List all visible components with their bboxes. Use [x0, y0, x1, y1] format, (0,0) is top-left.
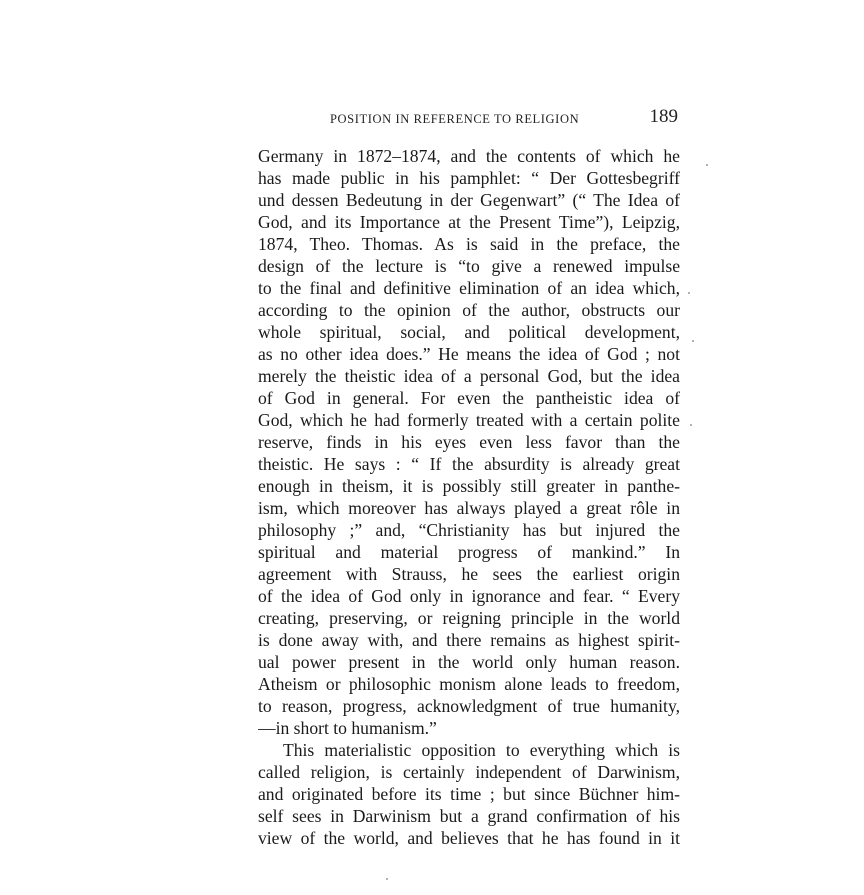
- text-line: theistic. He says : “ If the absurdity is already great: [258, 454, 680, 474]
- scan-speck: [688, 292, 690, 294]
- text-line: und dessen Bedeutung in der Gegenwart” (“ The Idea of: [258, 190, 680, 210]
- text-line: ual power present in the world only human reason.: [258, 652, 680, 672]
- text-line: philosophy ;” and, “Christianity has but injured the: [258, 520, 680, 540]
- text-line: to the final and definitive elimination of an idea which,: [258, 278, 680, 298]
- scan-speck: [692, 340, 694, 342]
- text-line: God, and its Importance at the Present Time”), Leipzig,: [258, 212, 680, 232]
- text-line: called religion, is certainly independent of Darwinism,: [258, 762, 680, 782]
- text-line: merely the theistic idea of a personal God, but the idea: [258, 366, 680, 386]
- text-line: has made public in his pamphlet: “ Der Gottesbegriff: [258, 168, 680, 188]
- text-line: 1874, Theo. Thomas. As is said in the preface, the: [258, 234, 680, 254]
- text-line: God, which he had formerly treated with a certain polite: [258, 410, 680, 430]
- scan-speck: [690, 424, 692, 426]
- paragraph-end-line: —in short to humanism.”: [258, 718, 437, 738]
- text-line: enough in theism, it is possibly still greater in panthe-: [258, 476, 680, 496]
- text-line: is done away with, and there remains as highest spirit-: [258, 630, 680, 650]
- running-head: [258, 106, 680, 132]
- text-line: of the idea of God only in ignorance and fear. “ Every: [258, 586, 680, 606]
- text-line: view of the world, and believes that he has found in it: [258, 828, 680, 848]
- scan-speck: [706, 164, 708, 166]
- text-line: design of the lecture is “to give a renewed impulse: [258, 256, 680, 276]
- text-line: ism, which moreover has always played a great rôle in: [258, 498, 680, 518]
- text-line: agreement with Strauss, he sees the earliest origin: [258, 564, 680, 584]
- text-line: Atheism or philosophic monism alone leads to freedom,: [258, 674, 680, 694]
- text-line: according to the opinion of the author, obstructs our: [258, 300, 680, 320]
- page-number: 189: [649, 106, 678, 127]
- text-line: spiritual and material progress of mankind.” In: [258, 542, 680, 562]
- text-line: creating, preserving, or reigning principle in the world: [258, 608, 680, 628]
- text-line: and originated before its time ; but since Büchner him-: [258, 784, 680, 804]
- text-line: reserve, finds in his eyes even less favor than the: [258, 432, 680, 452]
- text-line: as no other idea does.” He means the idea of God ; not: [258, 344, 680, 364]
- text-line: Germany in 1872–1874, and the contents of which he: [258, 146, 680, 166]
- paragraph-start-line: This materialistic opposition to everything which is: [283, 740, 680, 760]
- text-line: to reason, progress, acknowledgment of true humanity,: [258, 696, 680, 716]
- running-title: POSITION IN REFERENCE TO RELIGION: [330, 112, 580, 126]
- scan-speck: [386, 878, 388, 880]
- body-text: [258, 145, 680, 849]
- text-line: self sees in Darwinism but a grand confirmation of his: [258, 806, 680, 826]
- text-line: of God in general. For even the pantheistic idea of: [258, 388, 680, 408]
- text-line: whole spiritual, social, and political development,: [258, 322, 680, 342]
